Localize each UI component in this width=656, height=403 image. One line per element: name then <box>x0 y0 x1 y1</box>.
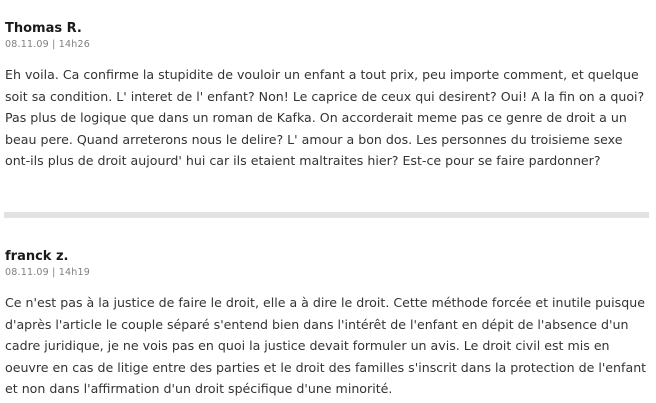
comment-text: Eh voila. Ca confirme la stupidite de vouloir un enfant a tout prix, peu importe comment, et quelque soit sa condition. L' interet de l' enfant? Non! Le caprice de ceux qui desirent? Oui! A la fin on a quoi? Pas plus de logique que dans un roman de Kafka. On accorderait meme pas ce genre de droit a un beau pere. Quand arreterons nous le delire? L' amour a bon dos. Les personnes du troisieme sexe ont-ils plus de droit aujourd' hui car ils etaient maltraites hier? Est-ce pour se faire pardonner? <box>5 67 645 168</box>
comment-text: Ce n'est pas à la justice de faire le droit, elle a à dire le droit. Cette méthode forcée et inutile puisque d'après l'article le couple séparé s'entend bien dans l'intérêt de l'enfant en dépit de l'absence d'un cadre juridique, je ne vois pas en quoi la justice devait formuler un avis. Le droit civil est mis en oeuvre en cas de litige entre des parties et le droit des familles s'inscrit dans la protection de l'enfant et non dans l'affirmation d'un droit spécifique d'une minorité. <box>5 295 647 396</box>
comment-timestamp: 08.11.09 | 14h26 <box>5 39 90 50</box>
comment-author: franck z. <box>5 249 69 264</box>
comment-item <box>5 249 651 400</box>
comment-item <box>5 21 651 172</box>
comment-author: Thomas R. <box>5 21 82 36</box>
comment-divider <box>4 212 649 218</box>
comment-timestamp: 08.11.09 | 14h19 <box>5 267 90 278</box>
